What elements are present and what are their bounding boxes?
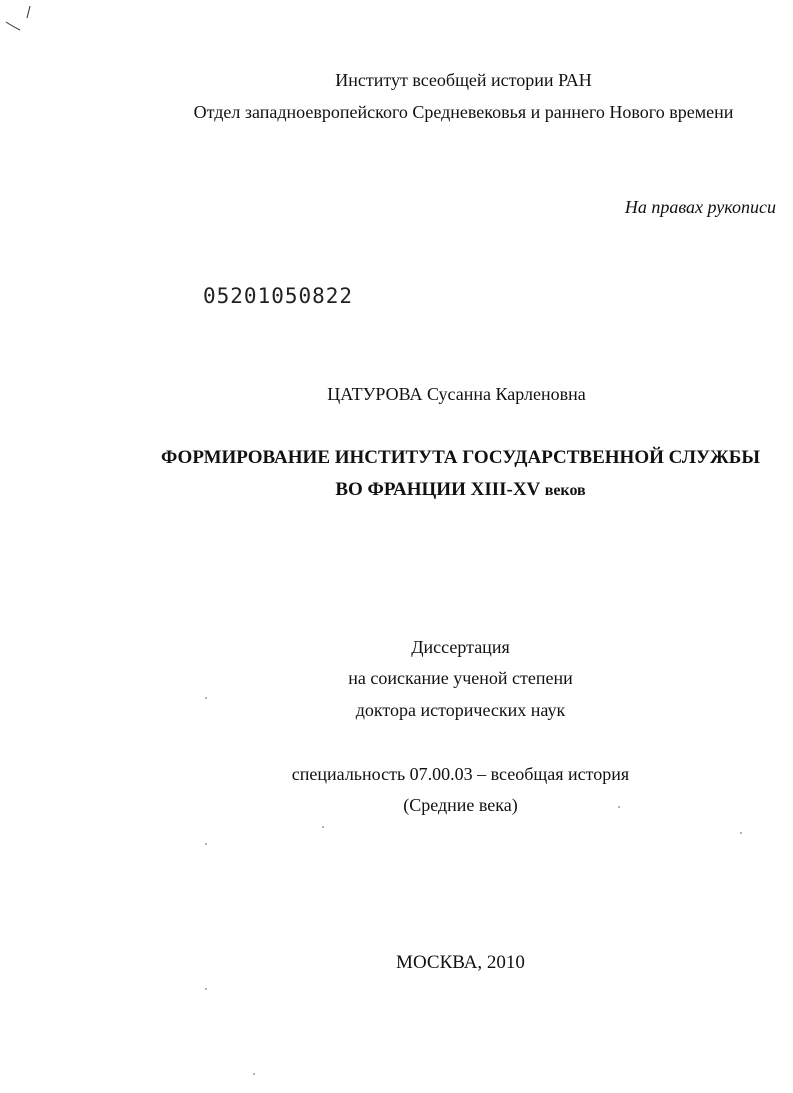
dissertation-type: Диссертация — [411, 637, 510, 657]
scan-speck — [205, 988, 207, 990]
dissertation-degree: доктора исторических наук — [355, 700, 566, 720]
author-given-names: Сусанна Карленовна — [427, 384, 586, 404]
thesis-title-line-1: ФОРМИРОВАНИЕ ИНСТИТУТА ГОСУДАРСТВЕННОЙ СЛУЖБЫ — [161, 447, 760, 468]
scan-speck — [740, 832, 742, 834]
specialty-period: (Средние века) — [403, 795, 518, 815]
scan-speck — [205, 697, 207, 699]
specialty-line: специальность 07.00.03 – всеобщая история — [291, 764, 630, 784]
scan-speck — [618, 806, 620, 808]
dissertation-purpose: на соискание ученой степени — [348, 668, 573, 688]
pen-mark-icon — [0, 0, 40, 40]
scan-speck — [205, 843, 207, 845]
author-name — [60, 384, 793, 405]
rights-note: На правах рукописи — [624, 197, 776, 217]
stamp-number: 05201050822 — [203, 284, 354, 308]
institute-name: Институт всеобщей истории РАН — [335, 70, 592, 90]
scan-speck — [253, 1073, 255, 1075]
author-surname: ЦАТУРОВА — [327, 384, 423, 404]
thesis-title-line-2 — [64, 479, 793, 501]
place-and-year: МОСКВА, 2010 — [396, 952, 525, 973]
thesis-title-line-2-suffix: веков — [544, 482, 586, 499]
department-name: Отдел западноевропейского Средневековья и раннего Нового времени — [193, 102, 734, 122]
thesis-title-line-2-main: ВО ФРАНЦИИ XIII-XV — [335, 479, 540, 500]
scan-speck — [322, 826, 324, 828]
